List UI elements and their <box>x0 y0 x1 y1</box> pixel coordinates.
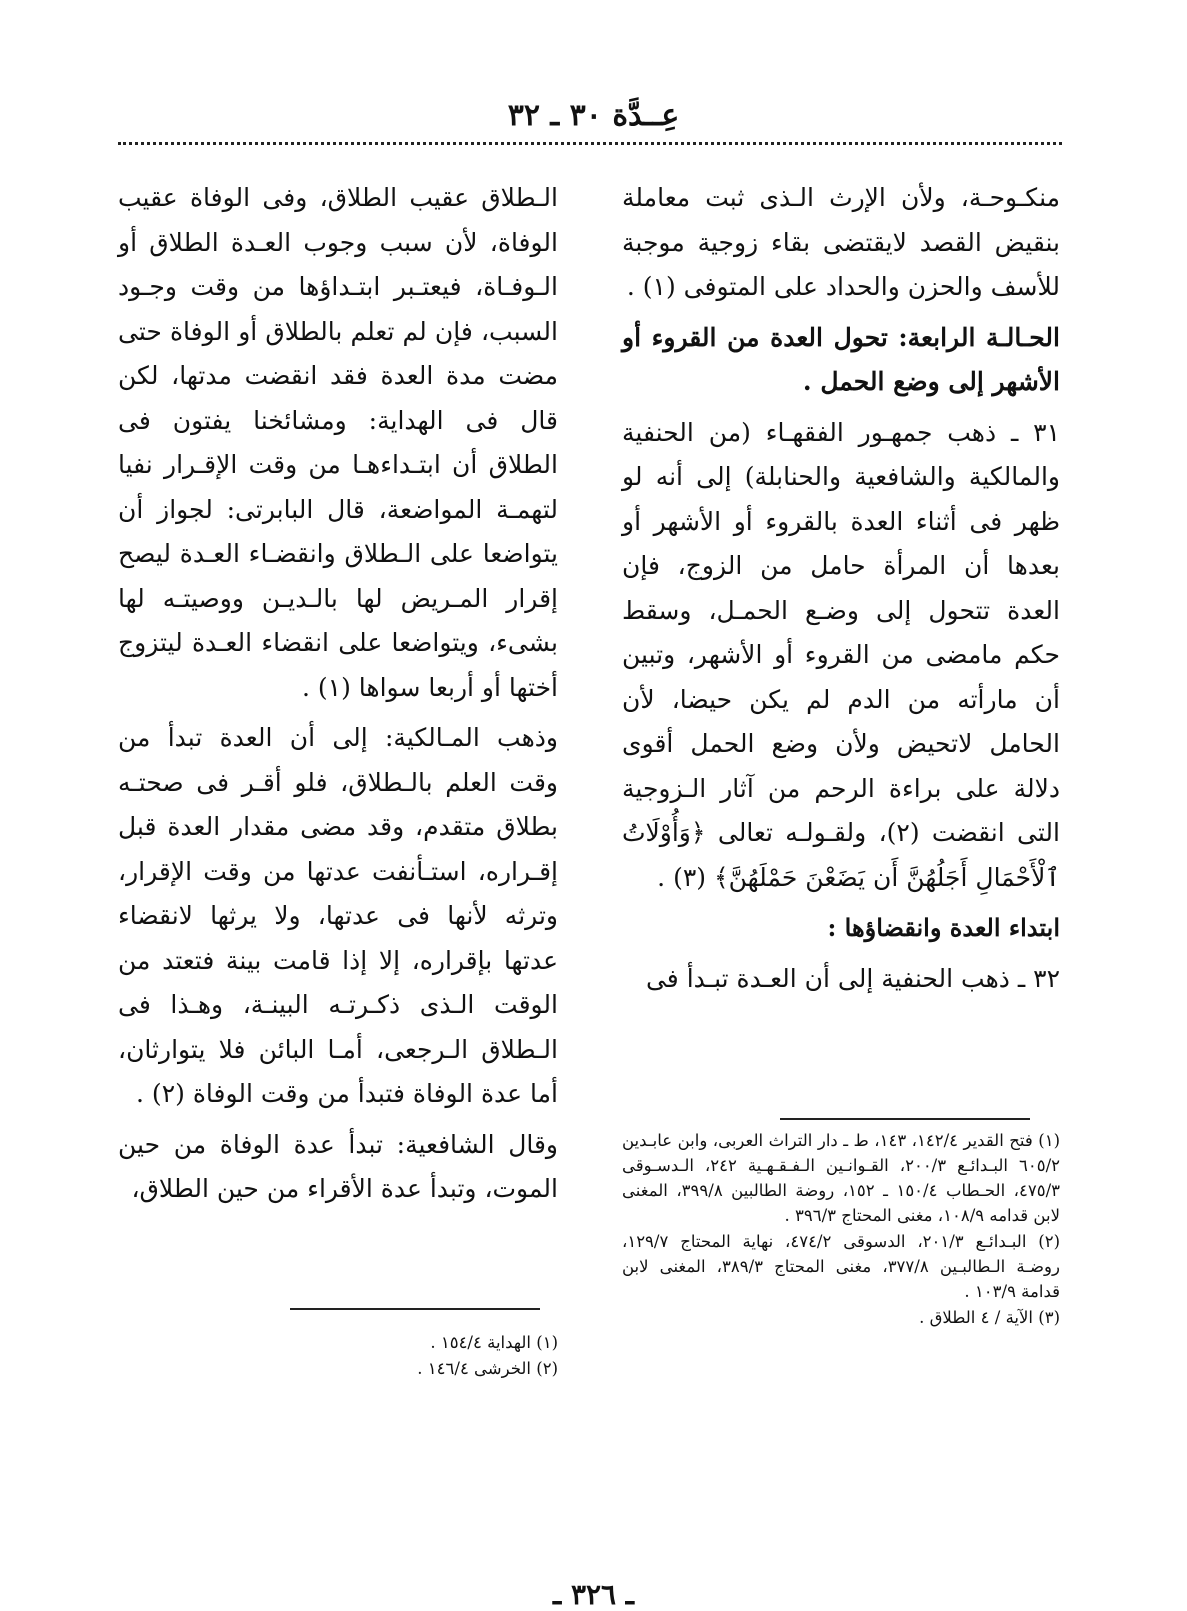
paragraph: وذهب المـالكية: إلى أن العدة تبدأ من وقت العلم بالـطلاق، فلو أقـر فى صحتـه بطلاق متقدم، وقد مضى مقدار العدة قبل إقـراره، استـأنفت عدتها من وقت الإقرار، وترثه لأنها فى عدتها، ولا يرثها لانقضاء عدتها بإقراره، إلا إذا قامت بينة فتعتد من الوقت الـذى ذكـرتـه البينـة، وهـذا فى الـطلاق الـرجعى، أمـا البائن فلا يتوارثان، أما عدة الوفاة فتبدأ من وقت الوفاة (٢) . <box>118 723 558 1108</box>
paragraph: منكـوحـة، ولأن الإرث الـذى ثبت معاملة بنقيض القصد لايقتضى بقاء زوجية موجبة للأسف والحزن والحداد على المتوفى (١) . <box>622 183 1060 301</box>
left-column <box>118 176 558 1218</box>
footnote: (١) الهداية ١٥٤/٤ . <box>430 1333 558 1352</box>
footnote: (٢) البـدائـع ٢٠١/٣، الدسوقى ٤٧٤/٢، نهاية المحتاج ١٢٩/٧، روضـة الـطالبـين ٣٧٧/٨، مغنى المحتاج ٣٨٩/٣، المغنى لابن قدامة ١٠٣/٩ . <box>622 1232 1060 1301</box>
paragraph: وقال الشافعية: تبدأ عدة الوفاة من حين الموت، وتبدأ عدة الأقراء من حين الطلاق، <box>118 1129 558 1203</box>
footnote: (١) فتح القدير ١٤٢/٤، ١٤٣، ط ـ دار التراث العربى، وابن عابـدين ٦٠٥/٢ البـدائـع ٢٠٠/٣، القـوانـين الـفـقـهـية ٢٤٢، الـدسـوقى ٤٧٥/٣، الحـطاب ١٥٠/٤ ـ ١٥٢، روضة الطالبين ٣٩٩/٨، المغنى لابن قدامه ١٠٨/٩، مغنى المحتاج ٣٩٦/٣ . <box>622 1131 1060 1225</box>
right-column <box>622 176 1060 1007</box>
footnote: (٣) الآية / ٤ الطلاق . <box>919 1308 1060 1327</box>
footnote-rule-left <box>290 1308 540 1310</box>
footnotes-left <box>118 1330 558 1382</box>
paragraph: ٣٢ ـ ذهب الحنفية إلى أن العـدة تبـدأ فى <box>645 963 1060 993</box>
footnote-rule-right <box>780 1118 1030 1120</box>
paragraph: ٣١ ـ ذهب جمهـور الفقهـاء (من الحنفية والمالكية والشافعية والحنابلة) إلى أنه لو ظهر فى أثناء العدة بالقروء أو الأشهر أو بعدها أن المرأة حامل من الزوج، فإن العدة تتحول إلى وضـع الحمـل، وسقط حكم مامضى من القروء أو الأشهر، وتبين أن مارأته من الدم لم يكن حيضا، لأن الحامل لاتحيض ولأن وضع الحمل أقوى دلالة على براءة الرحم من آثار الـزوجية التى انقضت (٢)، ولقـولـه تعالى ﴿وَأُوْلَاتُ ٱلْأَحْمَالِ أَجَلُهُنَّ أَن يَضَعْنَ حَمْلَهُنَّ﴾ (٣) . <box>622 417 1060 892</box>
section-heading: الحـالـة الرابعة: تحول العدة من القروء أو الأشهر إلى وضع الحمل . <box>622 322 1060 396</box>
section-subheading: ابتداء العدة وانقضاؤها : <box>827 913 1060 942</box>
paragraph: الـطلاق عقيب الطلاق، وفى الوفاة عقيب الوفاة، لأن سبب وجوب العـدة الطلاق أو الـوفـاة، فيعتـبر ابتـداؤها من وقت وجـود السبب، فإن لم تعلم بالطلاق أو الوفاة حتى مضت مدة العدة فقد انقضت مدتها، لكن قال فى الهداية: ومشائخنا يفتون فى الطلاق أن ابتـداءهـا من وقت الإقـرار نفيا لتهمـة المواضعة، قال البابرتى: لجواز أن يتواضعا على الـطلاق وانقضـاء العـدة ليصح إقرار المـريض لها بالـديـن ووصيتـه لها بشىء، ويتواضعا على انقضاء العـدة ليتزوج أختها أو أربعا سواها (١) . <box>118 183 558 702</box>
footnotes-right <box>622 1128 1060 1331</box>
running-header: عِــدَّة ٣٠ ـ ٣٢ <box>507 98 680 133</box>
header-dotted-divider <box>118 142 1062 145</box>
page-number: ـ ٣٢٦ ـ <box>552 1578 635 1611</box>
footnote: (٢) الخرشى ١٤٦/٤ . <box>417 1359 558 1378</box>
